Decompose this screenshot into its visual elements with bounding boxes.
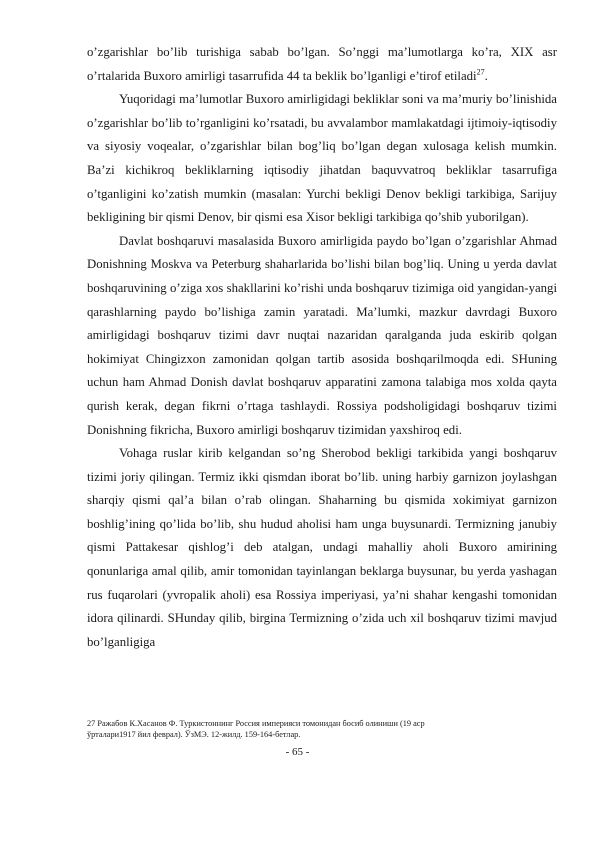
paragraph-2: Yuqoridagi ma’lumotlar Buxoro amirligidagi bekliklar soni va ma’muriy bo’linishida o’zgarishlar bo’lib to’rganligini ko’rsatadi, bu avvalambor mamlakatdagi ijtimoiy-iqtisodiy va siyosiy voqealar, o’zgarishlar bilan bog’liq bo’lgan degan xulosaga kelish mumkin. Ba’zi kichikroq bekliklarning iqtisodiy jihatdan baquvvatroq bekliklar tasarrufiga o’tganligini ko’zatish mumkin (masalan: Yurchi bekligi Denov bekligi tarkibiga, Sarijuy bekligining bir qismi Denov, bir qismi esa Xisor bekligi tarkibiga qo’shib yuborilgan). [87, 92, 557, 225]
footnote-line-1: 27 Ражабов К.Хасанов Ф. Туркистоннинг Россия империяси томонидан босиб олиниши (19 аср [87, 719, 425, 728]
paragraph-1 [87, 41, 557, 88]
paragraph-4: Vohaga ruslar kirib kelgandan so’ng Sherobod bekligi tarkibida yangi boshqaruv tizimi joriy qilingan. Termiz ikki qismdan iborat bo’lib. uning harbiy garnizon joylashgan sharqiy qismi qal’a bilan o’rab olingan. Shaharning bu qismida xokimiyat garnizon boshlig’ining qo’lida bo’lib, shu hudud aholisi ham unga buysunardi. Termizning janubiy qismi Pattakesar qishlog’i deb atalgan, undagi mahalliy aholi Buxoro amirining qonunlariga amal qilib, amir tomonidan tayinlangan beklarga buysunar, bu yerda yashagan rus fuqarolari (yvropalik aholi) esa Rossiya imperiyasi, ya’ni shahar kengashi tomonidan idora qilinardi. SHunday qilib, birgina Termizning o’zida uch xil boshqaruv tizimi mavjud bo’lganligiga [87, 446, 557, 649]
footnote-line-2: ўрталари1917 йил феврал). ЎзМЭ. 12-жилд. 159-164-бетлар. [87, 730, 301, 739]
paragraph-1-text: o’zgarishlar bo’lib turishiga sabab bo’lgan. So’nggi ma’lumotlarga ko’ra, XIX asr o’rtalarida Buxoro amirligi tasarrufida 44 ta beklik bo’lganligi e’tirof etiladi [87, 45, 557, 83]
paragraph-3: Davlat boshqaruvi masalasida Buxoro amirligida paydo bo’lgan o’zgarishlar Ahmad Donishning Moskva va Peterburg shaharlarida bo’lishi bilan bog’liq. Uning u yerda davlat boshqaruvining o’ziga xos shakllarini ko’rishi unda boshqaruv tizimiga oid yangidan-yangi qarashlarning paydo bo’lishiga zamin yaratadi. Ma’lumki, mazkur davrdagi Buxoro amirligidagi boshqaruv tizimi davr nuqtai nazaridan qaralganda juda eskirib qolgan hokimiyat Chingizxon zamonidan qolgan tartib asosida boshqarilmoqda edi. SHuning uchun ham Ahmad Donish davlat boshqaruv apparatini zamona talabiga mos xolda qayta qurish kerak, degan fikrni o’rtaga tashlaydi. Rossiya podsholigidagi boshqaruv tizimi Donishning fikricha, Buxoro amirligi boshqaruv tizimidan yaxshiroq edi. [87, 233, 557, 437]
paragraph-1-tail: . [484, 68, 488, 83]
body-text [87, 41, 557, 654]
page-number: - 65 - [285, 746, 310, 758]
footnote [87, 718, 557, 740]
footnote-ref: 27 [476, 67, 485, 77]
